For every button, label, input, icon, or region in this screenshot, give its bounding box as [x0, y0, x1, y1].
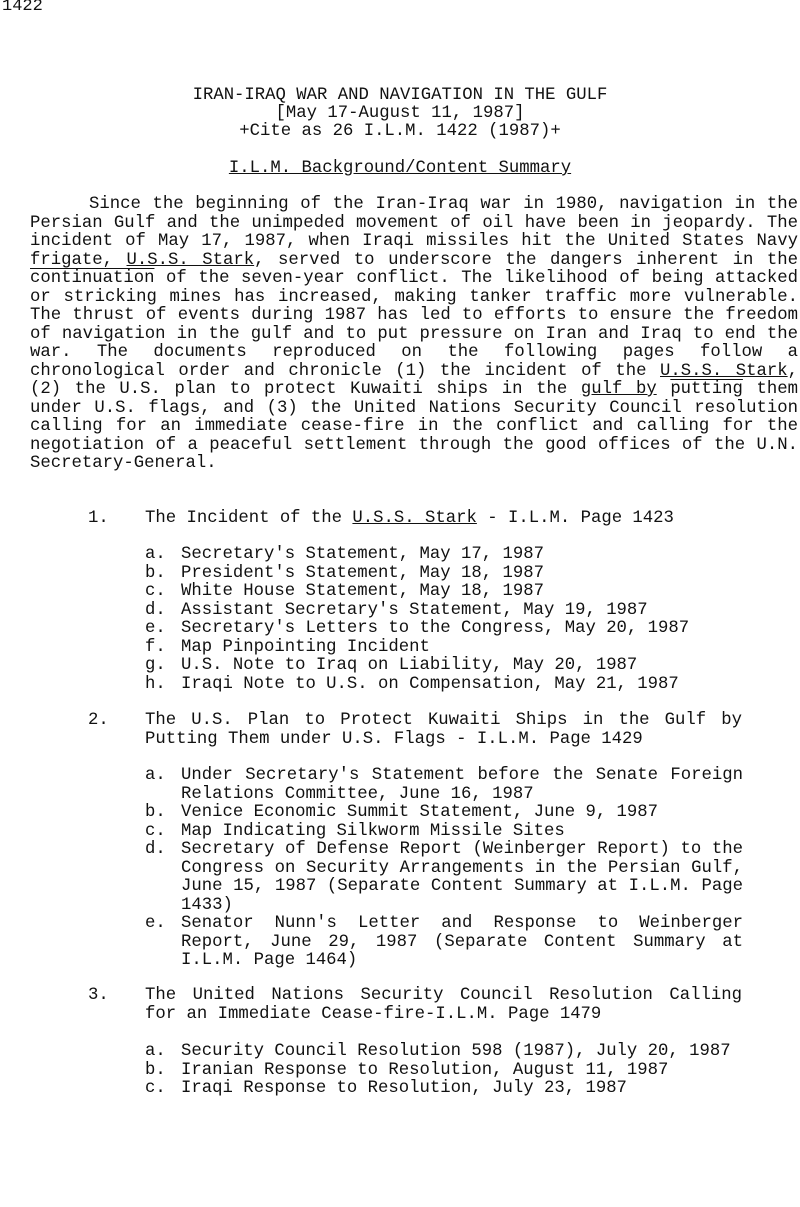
intro-paragraph [30, 196, 798, 474]
section-title-pre: The Incident of the [145, 509, 353, 528]
item-letter: c. [145, 1079, 166, 1098]
intro-text-3: of the seven-year conflict. The likelihood of being attacked or stricking mines has increased, making tanker traffic more vulnerable. The thrust of events during 1987 has led to efforts to ensure the freedom of navigation in the gulf and to put pressure on Iran and Iraq to end the war. The documents reproduced on the following pages follow a chronological order and chronicle (1) the incident of the [30, 269, 798, 381]
intro-phrase-gulf-by: gulf by [580, 380, 657, 399]
section-1-list [145, 546, 743, 694]
intro-text-4: , (2) the U.S. plan to protect Kuwaiti ships in the [30, 361, 798, 399]
intro-word-continuation: continuation [30, 269, 155, 288]
citation: +Cite as 26 I.L.M. 1422 (1987)+ [239, 122, 561, 141]
list-item [145, 602, 743, 621]
list-item [145, 804, 743, 823]
item-text: Map Indicating Silkworm Missile Sites [181, 821, 565, 841]
item-letter: b. [145, 803, 166, 822]
item-letter: f. [145, 637, 166, 657]
item-text: Security Council Resolution 598 (1987), July 20, 1987 [181, 1042, 731, 1061]
list-item [145, 565, 743, 584]
item-text: Secretary's Statement, May 17, 1987 [181, 545, 544, 564]
item-letter: c. [145, 582, 166, 601]
list-item [145, 639, 743, 658]
list-item [145, 546, 743, 565]
ship-name-stark: U.S.S. Stark [352, 509, 477, 528]
section-number: 1. [88, 509, 109, 528]
item-text: Under Secretary's Statement before the Senate Foreign Relations Committee, June 16, 1987 [181, 766, 743, 804]
list-item [145, 823, 743, 842]
list-item [145, 657, 743, 676]
item-letter: d. [145, 840, 166, 859]
item-text: Secretary of Defense Report (Weinberger Report) to the Congress on Security Arrangements in the Persian Gulf, June 15, 1987 (Separate Content Summary at I.L.M. Page 1433) [181, 840, 743, 915]
section-subtitle [0, 160, 800, 179]
page-number: 1422 [2, 0, 43, 16]
item-letter: a. [145, 1042, 166, 1061]
section-title [145, 510, 742, 529]
intro-text-6: them under U.S. flags, and (3) the United Nations Security Council resolution calling for an immediate cease-fire in the conflict and calling for the negotiation of a peaceful settlement through the good offices of the U.N. Secretary-General. [30, 380, 798, 473]
item-text: White House Statement, May 18, 1987 [181, 582, 544, 601]
document-dates: [May 17-August 11, 1987] [275, 104, 525, 123]
ship-name-stark: U.S.S. Stark [126, 250, 255, 270]
subtitle-text: I.L.M. Background/Content Summary [228, 159, 572, 178]
item-letter: a. [145, 545, 166, 564]
list-item [145, 620, 743, 639]
list-item [145, 915, 743, 971]
item-text: Secretary's Letters to the Congress, May 20, 1987 [181, 619, 690, 638]
intro-text-5 [657, 380, 671, 399]
list-item [145, 841, 743, 915]
item-text: Map Pinpointing Incident [181, 637, 430, 657]
item-letter: d. [145, 600, 166, 620]
item-letter: c. [145, 821, 166, 841]
ship-name-stark: U.S.S. Stark [660, 361, 788, 381]
list-item [145, 676, 743, 695]
list-item [145, 767, 743, 804]
section-number: 3. [88, 986, 109, 1005]
item-letter: a. [145, 766, 166, 785]
list-item [145, 583, 743, 602]
item-text: Iraqi Note to U.S. on Compensation, May 21, 1987 [181, 674, 679, 694]
item-text: Senator Nunn's Letter and Response to Weinberger Report, June 29, 1987 (Separate Content Summary at I.L.M. Page 1464) [181, 914, 743, 970]
item-letter: h. [145, 674, 166, 694]
item-letter: b. [145, 1060, 166, 1080]
section-title: The U.S. Plan to Protect Kuwaiti Ships in the Gulf by Putting Them under U.S. Flags - I.L.M. Page 1429 [145, 711, 742, 749]
section-3-list [145, 1043, 743, 1099]
item-letter: e. [145, 619, 166, 638]
section-title: The United Nations Security Council Resolution Calling for an Immediate Cease-fire-I.L.M. Page 1479 [145, 986, 742, 1024]
item-letter: b. [145, 563, 166, 583]
section-title-post: - I.L.M. Page 1423 [476, 509, 674, 528]
item-text: U.S. Note to Iraq on Liability, May 20, 1987 [181, 656, 638, 675]
document-title: IRAN-IRAQ WAR AND NAVIGATION IN THE GULF [192, 86, 608, 105]
list-item [145, 1080, 743, 1099]
section-2-list [145, 767, 743, 971]
item-text: Assistant Secretary's Statement, May 19, 1987 [181, 600, 648, 620]
list-item [145, 1043, 743, 1062]
list-item [145, 1062, 743, 1081]
intro-text-2: , served to underscore the dangers inherent in the [254, 250, 798, 270]
item-text: Iraqi Response to Resolution, July 23, 1987 [181, 1079, 627, 1098]
intro-word-putting: putting [670, 380, 743, 399]
item-letter: e. [145, 914, 166, 933]
intro-text-1: Since the beginning of the Iran-Iraq war in 1980, navigation in the Persian Gulf and the unimpeded movement of oil have been in jeopardy. The incident of May 17, 1987, when Iraqi missiles hit the United States Navy frigate, [30, 195, 798, 270]
item-text: President's Statement, May 18, 1987 [181, 563, 544, 583]
section-number: 2. [88, 711, 109, 730]
item-text: Venice Economic Summit Statement, June 9, 1987 [181, 803, 659, 822]
item-text: Iranian Response to Resolution, August 11, 1987 [181, 1060, 669, 1080]
item-letter: g. [145, 656, 166, 675]
